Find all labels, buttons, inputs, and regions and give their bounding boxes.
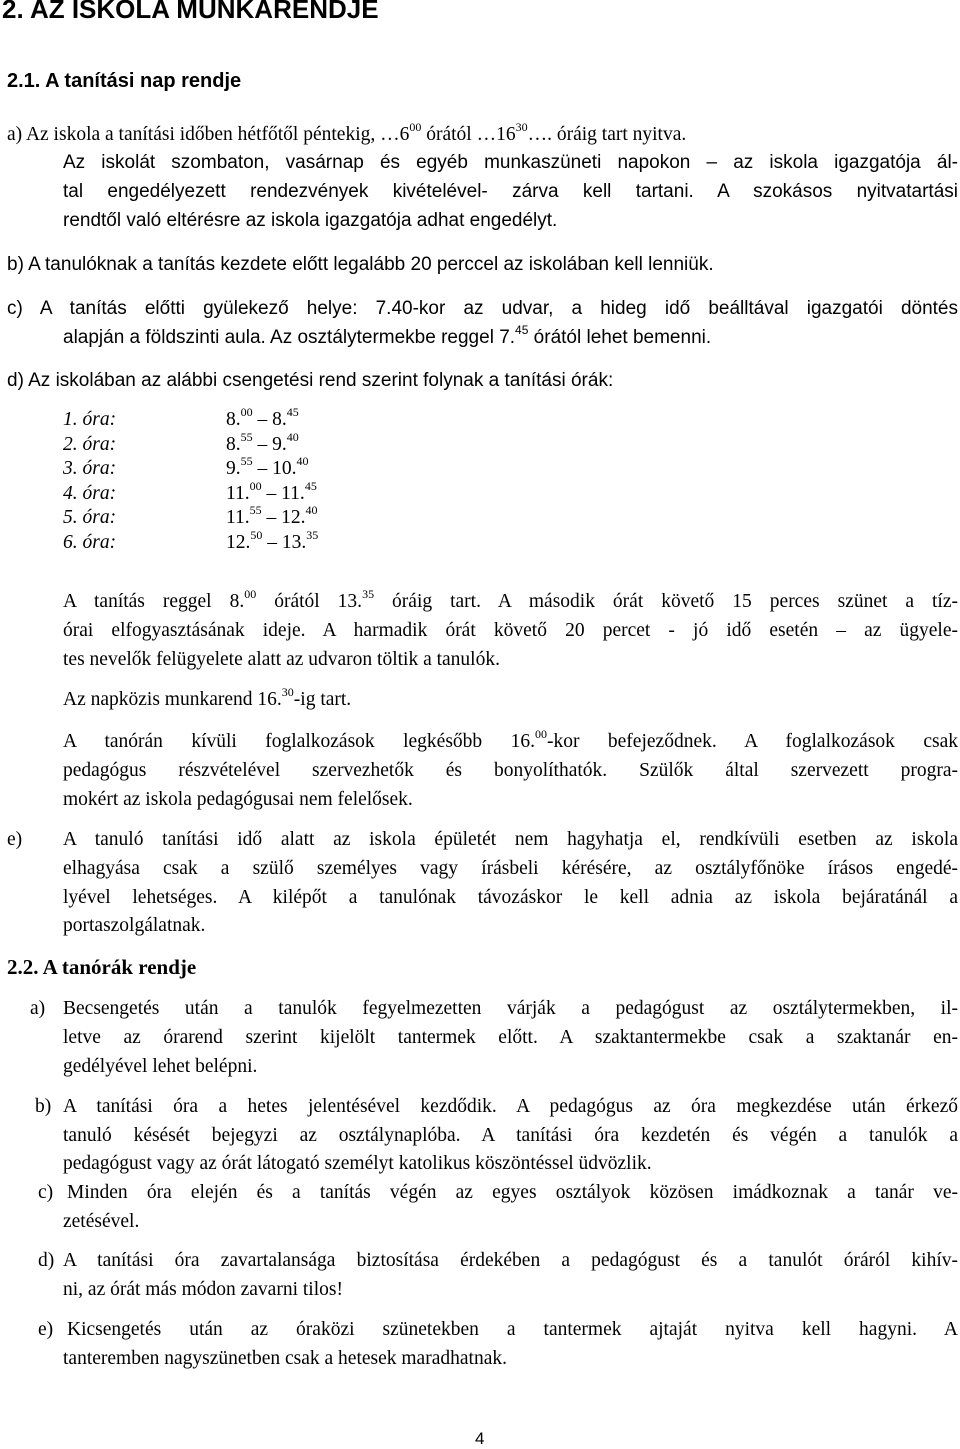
bell-schedule — [63, 405, 319, 556]
extracurricular-line-1: A tanórán kívüli foglalkozások legkésőbb 16.00-kor befejeződnek. A foglalkozások csak — [63, 727, 958, 752]
page-number: 4 — [475, 1429, 485, 1448]
para-e-line-2: elhagyása csak a szülő személyes vagy írásbeli kérésére, az osztályfőnöke írásos engedé- — [63, 858, 958, 879]
para-e-line-3: lyével lehetséges. A kilépőt a tanulónak távozáskor le kell adnia az iskola bejáratánál a — [63, 887, 958, 908]
rule-d-label: d) — [38, 1250, 55, 1271]
rule-a-line-3: gedélyével lehet belépni. — [63, 1056, 258, 1077]
schedule-row: 4. óra: 11.00 – 11.45 — [63, 478, 317, 504]
rule-a-line-2: letve az órarend szerint kijelölt tantermek előtt. A szaktantermekbe csak a szaktanár en- — [63, 1027, 958, 1048]
para-a-line-3: tal engedélyezett rendezvények kivételével- zárva kell tartani. A szokásos nyitvatartási — [63, 181, 958, 202]
rule-d-line-2: ni, az órát más módon zavarni tilos! — [63, 1279, 343, 1300]
extracurricular-line-3: mokért az iskola pedagógusai nem felelősek. — [63, 789, 413, 810]
rule-d-line-1: A tanítási óra zavartalansága biztosítása érdekében a pedagógust és a tanulót óráról kihív- — [63, 1250, 958, 1271]
rule-e-line-1: Kicsengetés után az óraközi szünetekben a tantermek ajtaját nyitva kell hagyni. A — [67, 1319, 958, 1340]
para-e-line-4: portaszolgálatnak. — [63, 915, 206, 936]
rule-c-label: c) — [38, 1182, 54, 1203]
schedule-row: 2. óra: 8.55 – 9.40 — [63, 429, 299, 455]
para-c-line-1: c) A tanítás előtti gyülekező helye: 7.40-kor az udvar, a hideg idő beálltával igazgatói döntés — [7, 298, 958, 319]
para-e-line-1: A tanuló tanítási idő alatt az iskola épületét nem hagyhatja el, rendkívüli esetben az iskola — [63, 829, 958, 850]
rule-b-label: b) — [35, 1096, 52, 1117]
schedule-row: 6. óra: 12.50 – 13.35 — [63, 527, 319, 553]
para-a-line-1: a) Az iskola a tanítási időben hétfőtől péntekig, $\dots 6^{00}$ órától $\dots 16^{30}\dots$. óráig tart nyitva. — [7, 120, 687, 145]
rule-e-line-2: tanteremben nagyszünetben csak a hetesek maradhatnak. — [63, 1348, 507, 1369]
schedule-row: 3. óra: 9.55 – 10.40 — [63, 454, 309, 480]
para-d-intro: d) Az iskolában az alábbi csengetési rend szerint folynak a tanítási órák: — [7, 370, 614, 391]
section-title-2-1: 2.1. A tanítási nap rendje — [7, 70, 242, 92]
teaching-hours-line-2: órai elfogyasztásának ideje. A harmadik órát követő 20 percet - jó idő esetén – az ügyele- — [63, 620, 958, 641]
teaching-hours-line-1: A tanítás reggel 8.00 órától 13.35 óráig tart. A második órát követő 15 perces szünet a tíz- — [63, 587, 958, 612]
rule-c-line-1: Minden óra elején és a tanítás végén az egyes osztályok közösen imádkoznak a tanár ve- — [67, 1182, 958, 1203]
rule-e-label: e) — [38, 1319, 54, 1340]
schedule-row: 1. óra: 8.00 – 8.45 — [63, 405, 299, 430]
rule-b-line-2: tanuló késését bejegyzi az osztálynaplóba. A tanítási óra kezdetén és végén a tanulók a — [63, 1125, 958, 1146]
para-a-line-4: rendtől való eltérésre az iskola igazgatója adhat engedélyt. — [63, 210, 558, 231]
para-b: b) A tanulóknak a tanítás kezdete előtt legalább 20 perccel az iskolában kell lenniük. — [7, 254, 714, 275]
rule-b-line-3: pedagógust vagy az órát látogató személyt katolikus köszöntéssel üdvözlik. — [63, 1153, 652, 1174]
rule-a-line-1: Becsengetés után a tanulók fegyelmezetten várják a pedagógust az osztálytermekben, il- — [63, 998, 958, 1019]
section-title-2-2: 2.2. A tanórák rendje — [7, 955, 197, 979]
para-e-label: e) — [7, 829, 23, 850]
daycare-hours: Az napközis munkarend 16.30-ig tart. — [63, 685, 352, 710]
schedule-row: 5. óra: 11.55 – 12.40 — [63, 503, 318, 529]
para-c-line-2: alapján a földszinti aula. Az osztálytermekbe reggel 7.45 órától lehet bemenni. — [63, 323, 712, 348]
rule-c-line-2: zetésével. — [63, 1211, 140, 1232]
teaching-hours-line-3: tes nevelők felügyelete alatt az udvaron töltik a tanulók. — [63, 649, 500, 670]
para-a-line-2: Az iskolát szombaton, vasárnap és egyéb munkaszüneti napokon – az iskola igazgatója ál- — [63, 152, 958, 173]
rule-a-label: a) — [30, 998, 46, 1019]
extracurricular-line-2: pedagógus részvételével szervezhetők és bonyolíthatók. Szülők által szervezett progra- — [63, 760, 958, 781]
chapter-title: 2. AZ ISKOLA MUNKARENDJE — [2, 0, 379, 24]
rule-b-line-1: A tanítási óra a hetes jelentésével kezdődik. A pedagógus az óra megkezdése után érkező — [63, 1096, 958, 1117]
